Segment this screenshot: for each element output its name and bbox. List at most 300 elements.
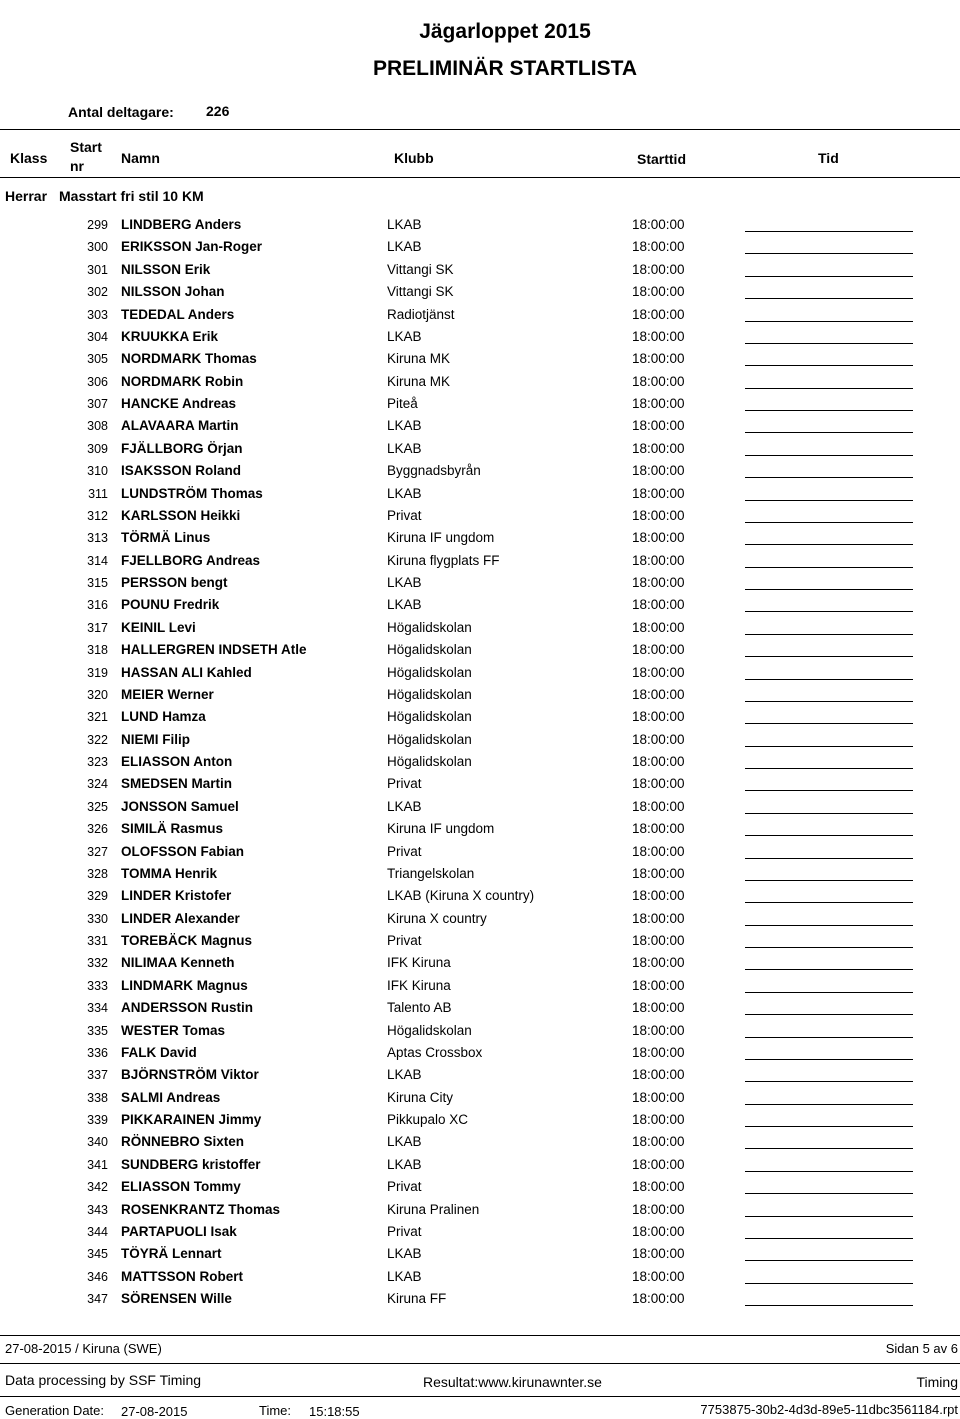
club-name: Aptas Crossbox: [387, 1044, 483, 1060]
start-time: 18:00:00: [632, 239, 685, 255]
start-time: 18:00:00: [632, 933, 685, 948]
table-row: [0, 1063, 960, 1085]
result-time-blank-line: [745, 1283, 913, 1284]
result-time-blank-line: [745, 1260, 913, 1261]
table-row: [0, 437, 960, 459]
table-row: [0, 750, 960, 772]
table-row: [0, 303, 960, 325]
table-row: [0, 951, 960, 973]
start-number: 321: [87, 710, 108, 725]
table-row: [0, 638, 960, 660]
club-name: LKAB: [387, 1134, 422, 1150]
start-number: 326: [87, 822, 108, 837]
start-time: 18:00:00: [632, 328, 685, 344]
footer-time-label: Time:: [259, 1403, 292, 1418]
result-time-blank-line: [745, 768, 913, 769]
result-time-blank-line: [745, 611, 913, 612]
start-number: 302: [87, 285, 108, 300]
start-number: 330: [87, 911, 108, 926]
start-number: 331: [87, 934, 108, 948]
club-name: Radiotjänst: [387, 306, 455, 322]
start-number: 329: [87, 889, 108, 904]
table-row: [0, 571, 960, 593]
table-row: [0, 482, 960, 504]
athlete-name: LINDBERG Anders: [121, 217, 242, 232]
athlete-name: FALK David: [121, 1044, 197, 1060]
table-row: [0, 325, 960, 347]
club-name: LKAB: [387, 1156, 422, 1172]
start-time: 18:00:00: [632, 396, 685, 411]
start-time: 18:00:00: [632, 843, 685, 859]
result-time-blank-line: [745, 1081, 913, 1082]
start-time: 18:00:00: [632, 217, 685, 232]
table-row: [0, 1153, 960, 1175]
start-number: 313: [87, 531, 108, 546]
group-name: Masstart fri stil 10 KM: [59, 188, 204, 204]
club-name: Piteå: [387, 396, 418, 411]
result-time-blank-line: [745, 925, 913, 926]
result-time-blank-line: [745, 298, 913, 299]
athlete-name: MATTSSON Robert: [121, 1268, 243, 1284]
footer-rule-top: [0, 1335, 960, 1336]
start-number: 319: [87, 665, 108, 680]
club-name: LKAB: [387, 217, 422, 232]
start-number: 346: [87, 1269, 108, 1284]
athlete-name: JONSSON Samuel: [121, 798, 239, 814]
athlete-name: PERSSON bengt: [121, 575, 228, 590]
athlete-name: HASSAN ALI Kahled: [121, 664, 252, 680]
club-name: Byggnadsbyrån: [387, 463, 481, 479]
start-time: 18:00:00: [632, 1000, 685, 1016]
result-time-blank-line: [745, 365, 913, 366]
table-row: [0, 1108, 960, 1130]
athlete-name: TÖRMÄ Linus: [121, 530, 211, 546]
club-name: Privat: [387, 1223, 422, 1239]
start-time: 18:00:00: [632, 754, 685, 769]
footer-timing: Timing: [916, 1374, 958, 1390]
table-row: [0, 1019, 960, 1041]
athlete-name: NILSSON Erik: [121, 261, 211, 277]
club-name: LKAB: [387, 597, 422, 613]
athlete-name: ERIKSSON Jan-Roger: [121, 239, 263, 255]
start-list: [0, 213, 960, 1309]
result-time-blank-line: [745, 1014, 913, 1015]
club-name: IFK Kiruna: [387, 955, 451, 971]
start-time: 18:00:00: [632, 709, 685, 725]
athlete-name: LINDMARK Magnus: [121, 977, 248, 993]
athlete-name: PARTAPUOLI Isak: [121, 1223, 237, 1239]
club-name: Högalidskolan: [387, 686, 472, 702]
start-time: 18:00:00: [632, 552, 685, 568]
athlete-name: RÖNNEBRO Sixten: [121, 1134, 245, 1150]
athlete-name: FJELLBORG Andreas: [121, 552, 261, 568]
club-name: Kiruna MK: [387, 373, 451, 389]
start-number: 347: [87, 1292, 108, 1306]
start-time: 18:00:00: [632, 1291, 685, 1306]
result-time-blank-line: [745, 902, 913, 903]
start-number: 300: [87, 240, 108, 255]
table-row: [0, 1220, 960, 1242]
result-time-blank-line: [745, 1126, 913, 1127]
table-row: [0, 347, 960, 369]
athlete-name: NILIMAA Kenneth: [121, 955, 235, 971]
table-row: [0, 907, 960, 929]
start-number: 324: [87, 777, 108, 792]
participants-value: 226: [206, 103, 230, 119]
club-name: Kiruna FF: [387, 1291, 447, 1306]
table-row: [0, 1130, 960, 1152]
club-name: Högalidskolan: [387, 642, 472, 658]
club-name: LKAB: [387, 575, 422, 590]
result-time-blank-line: [745, 1238, 913, 1239]
result-time-blank-line: [745, 947, 913, 948]
footer-time-value: 15:18:55: [309, 1404, 360, 1419]
result-time-blank-line: [745, 522, 913, 523]
athlete-name: KRUUKKA Erik: [121, 328, 219, 344]
page-subtitle: PRELIMINÄR STARTLISTA: [372, 57, 638, 80]
start-time: 18:00:00: [632, 351, 685, 367]
footer-generation-label: Generation Date:: [5, 1403, 105, 1418]
club-name: LKAB: [387, 485, 422, 501]
table-row: [0, 616, 960, 638]
result-time-blank-line: [745, 276, 913, 277]
footer-report-id: 7753875-30b2-4d3d-89e5-11dbc3561184.rpt: [700, 1402, 958, 1417]
start-time: 18:00:00: [632, 1223, 685, 1239]
athlete-name: WESTER Tomas: [121, 1022, 226, 1038]
result-time-blank-line: [745, 1193, 913, 1194]
result-time-blank-line: [745, 634, 913, 635]
header-rule-top: [0, 129, 960, 130]
table-row: [0, 661, 960, 683]
table-row: [0, 549, 960, 571]
start-time: 18:00:00: [632, 821, 685, 837]
start-number: 325: [87, 799, 108, 814]
athlete-name: TÖYRÄ Lennart: [121, 1246, 222, 1262]
result-time-blank-line: [745, 455, 913, 456]
club-name: Privat: [387, 776, 422, 792]
start-time: 18:00:00: [632, 1246, 685, 1262]
start-time: 18:00:00: [632, 798, 685, 814]
start-number: 311: [88, 486, 108, 501]
club-name: Triangelskolan: [387, 865, 475, 881]
club-name: Kiruna flygplats FF: [387, 552, 500, 568]
start-number: 335: [87, 1023, 108, 1038]
table-row: [0, 213, 960, 235]
column-header-klass: Klass: [10, 150, 48, 166]
table-row: [0, 504, 960, 526]
club-name: Högalidskolan: [387, 709, 472, 725]
athlete-name: POUNU Fredrik: [121, 597, 220, 613]
athlete-name: LUNDSTRÖM Thomas: [121, 485, 263, 501]
start-time: 18:00:00: [632, 418, 685, 434]
athlete-name: TOMMA Henrik: [121, 865, 218, 881]
athlete-name: BJÖRNSTRÖM Viktor: [121, 1067, 259, 1083]
club-name: Kiruna City: [387, 1089, 454, 1105]
start-time: 18:00:00: [632, 261, 685, 277]
result-time-blank-line: [745, 723, 913, 724]
result-time-blank-line: [745, 813, 913, 814]
column-header-start-line2: nr: [70, 158, 84, 174]
result-time-blank-line: [745, 343, 913, 344]
athlete-name: KEINIL Levi: [121, 619, 196, 635]
athlete-name: ANDERSSON Rustin: [121, 1000, 254, 1016]
start-time: 18:00:00: [632, 686, 685, 702]
result-time-blank-line: [745, 679, 913, 680]
start-time: 18:00:00: [632, 776, 685, 792]
start-time: 18:00:00: [632, 1201, 685, 1217]
result-time-blank-line: [745, 992, 913, 993]
athlete-name: SMEDSEN Martin: [121, 776, 233, 792]
club-name: Kiruna Pralinen: [387, 1201, 480, 1217]
start-time: 18:00:00: [632, 575, 685, 590]
athlete-name: ALAVAARA Martin: [121, 418, 239, 434]
start-time: 18:00:00: [632, 664, 685, 680]
column-header-starttid: Starttid: [637, 151, 686, 167]
start-number: 301: [87, 262, 108, 277]
start-number: 304: [87, 329, 108, 344]
start-number: 327: [87, 844, 108, 859]
start-time: 18:00:00: [632, 1044, 685, 1060]
start-number: 306: [87, 374, 108, 389]
column-header-start-line1: Start: [70, 139, 102, 155]
start-time: 18:00:00: [632, 1179, 685, 1195]
start-number: 303: [87, 307, 108, 322]
athlete-name: SIMILÄ Rasmus: [121, 821, 224, 837]
athlete-name: TOREBÄCK Magnus: [121, 933, 253, 948]
start-number: 340: [87, 1135, 108, 1150]
table-row: [0, 370, 960, 392]
result-time-blank-line: [745, 1059, 913, 1060]
footer-rule-bottom: [0, 1396, 960, 1397]
athlete-name: LINDER Kristofer: [121, 888, 232, 904]
result-time-blank-line: [745, 231, 913, 232]
athlete-name: ELIASSON Anton: [121, 754, 233, 769]
start-number: 332: [87, 956, 108, 971]
athlete-name: MEIER Werner: [121, 686, 214, 702]
club-name: LKAB: [387, 418, 422, 434]
column-header-tid: Tid: [818, 150, 839, 166]
start-number: 336: [87, 1045, 108, 1060]
start-number: 320: [87, 687, 108, 702]
start-number: 328: [87, 866, 108, 881]
start-time: 18:00:00: [632, 1022, 685, 1038]
start-number: 334: [87, 1001, 108, 1016]
start-number: 338: [87, 1090, 108, 1105]
club-name: IFK Kiruna: [387, 977, 451, 993]
result-time-blank-line: [745, 746, 913, 747]
club-name: Kiruna IF ungdom: [387, 821, 495, 837]
athlete-name: PIKKARAINEN Jimmy: [121, 1112, 262, 1127]
table-row: [0, 817, 960, 839]
result-time-blank-line: [745, 477, 913, 478]
result-time-blank-line: [745, 544, 913, 545]
page-title: Jägarloppet 2015: [419, 20, 591, 43]
start-number: 339: [87, 1113, 108, 1127]
club-name: Högalidskolan: [387, 619, 472, 635]
start-time: 18:00:00: [632, 1134, 685, 1150]
start-time: 18:00:00: [632, 1067, 685, 1083]
result-time-blank-line: [745, 835, 913, 836]
start-time: 18:00:00: [632, 888, 685, 904]
club-name: LKAB: [387, 1067, 422, 1083]
table-row: [0, 884, 960, 906]
club-name: LKAB (Kiruna X country): [387, 888, 535, 904]
start-time: 18:00:00: [632, 597, 685, 613]
table-row: [0, 258, 960, 280]
start-number: 344: [87, 1224, 108, 1239]
club-name: Högalidskolan: [387, 731, 472, 747]
footer-results-link[interactable]: Resultat:www.kirunawnter.se: [423, 1374, 602, 1390]
table-row: [0, 235, 960, 257]
athlete-name: HANCKE Andreas: [121, 396, 237, 411]
start-time: 18:00:00: [632, 910, 685, 926]
athlete-name: ROSENKRANTZ Thomas: [121, 1201, 281, 1217]
participants-label: Antal deltagare:: [68, 104, 174, 120]
club-name: Kiruna X country: [387, 910, 487, 926]
table-row: [0, 526, 960, 548]
athlete-name: KARLSSON Heikki: [121, 507, 241, 523]
result-time-blank-line: [745, 589, 913, 590]
athlete-name: SALMI Andreas: [121, 1089, 221, 1105]
club-name: Pikkupalo XC: [387, 1112, 469, 1127]
start-time: 18:00:00: [632, 642, 685, 658]
start-number: 322: [87, 732, 108, 747]
column-header-namn: Namn: [121, 150, 160, 166]
table-row: [0, 280, 960, 302]
result-time-blank-line: [745, 1305, 913, 1306]
athlete-name: ISAKSSON Roland: [121, 463, 242, 479]
start-number: 345: [87, 1247, 108, 1262]
column-header-klubb: Klubb: [394, 150, 434, 166]
athlete-name: ELIASSON Tommy: [121, 1179, 241, 1195]
start-number: 318: [87, 643, 108, 658]
result-time-blank-line: [745, 1148, 913, 1149]
table-row: [0, 1041, 960, 1063]
table-row: [0, 772, 960, 794]
club-name: LKAB: [387, 239, 422, 255]
athlete-name: NORDMARK Thomas: [121, 351, 257, 367]
footer-page: Sidan 5 av 6: [885, 1341, 958, 1356]
start-number: 310: [87, 464, 108, 479]
start-number: 314: [87, 553, 108, 568]
result-time-blank-line: [745, 701, 913, 702]
result-time-blank-line: [745, 1216, 913, 1217]
start-number: 342: [87, 1180, 108, 1195]
result-time-blank-line: [745, 790, 913, 791]
club-name: Högalidskolan: [387, 664, 472, 680]
athlete-name: NIEMI Filip: [121, 731, 190, 747]
table-row: [0, 392, 960, 414]
athlete-name: OLOFSSON Fabian: [121, 843, 245, 859]
athlete-name: TEDEDAL Anders: [121, 306, 235, 322]
start-time: 18:00:00: [632, 1089, 685, 1105]
start-time: 18:00:00: [632, 1112, 685, 1127]
result-time-blank-line: [745, 969, 913, 970]
start-number: 316: [87, 598, 108, 613]
table-row: [0, 1265, 960, 1287]
athlete-name: SUNDBERG kristoffer: [121, 1156, 261, 1172]
start-time: 18:00:00: [632, 955, 685, 971]
result-time-blank-line: [745, 880, 913, 881]
result-time-blank-line: [745, 500, 913, 501]
athlete-name: FJÄLLBORG Örjan: [121, 440, 243, 456]
start-number: 308: [87, 419, 108, 434]
club-name: LKAB: [387, 1246, 422, 1262]
start-number: 323: [87, 755, 108, 769]
start-time: 18:00:00: [632, 1268, 685, 1284]
result-time-blank-line: [745, 432, 913, 433]
header-rule-bottom: [0, 177, 960, 178]
table-row: [0, 414, 960, 436]
table-row: [0, 862, 960, 884]
start-time: 18:00:00: [632, 619, 685, 635]
club-name: Vittangi SK: [387, 261, 454, 277]
result-time-blank-line: [745, 410, 913, 411]
start-time: 18:00:00: [632, 977, 685, 993]
start-time: 18:00:00: [632, 306, 685, 322]
athlete-name: LINDER Alexander: [121, 910, 240, 926]
club-name: Privat: [387, 933, 422, 948]
club-name: Vittangi SK: [387, 284, 454, 300]
table-row: [0, 795, 960, 817]
table-row: [0, 1175, 960, 1197]
athlete-name: HALLERGREN INDSETH Atle: [121, 642, 307, 658]
start-time: 18:00:00: [632, 463, 685, 479]
table-row: [0, 840, 960, 862]
start-time: 18:00:00: [632, 507, 685, 523]
table-row: [0, 974, 960, 996]
club-name: Talento AB: [387, 1000, 452, 1016]
start-number: 317: [87, 620, 108, 635]
footer-data-processing: Data processing by SSF Timing: [5, 1372, 202, 1388]
start-time: 18:00:00: [632, 731, 685, 747]
start-number: 343: [87, 1202, 108, 1217]
result-time-blank-line: [745, 656, 913, 657]
result-time-blank-line: [745, 321, 913, 322]
table-row: [0, 728, 960, 750]
athlete-name: NILSSON Johan: [121, 284, 225, 300]
start-time: 18:00:00: [632, 373, 685, 389]
athlete-name: SÖRENSEN Wille: [121, 1291, 232, 1306]
club-name: LKAB: [387, 440, 422, 456]
result-time-blank-line: [745, 253, 913, 254]
result-time-blank-line: [745, 1104, 913, 1105]
table-row: [0, 1086, 960, 1108]
result-time-blank-line: [745, 1037, 913, 1038]
table-row: [0, 705, 960, 727]
start-number: 305: [87, 352, 108, 367]
table-row: [0, 1242, 960, 1264]
start-number: 341: [87, 1157, 108, 1172]
start-number: 309: [87, 441, 108, 456]
result-time-blank-line: [745, 858, 913, 859]
group-klass: Herrar: [5, 188, 48, 204]
start-time: 18:00:00: [632, 530, 685, 546]
club-name: Kiruna MK: [387, 351, 451, 367]
start-number: 312: [87, 508, 108, 523]
footer-date-place: 27-08-2015 / Kiruna (SWE): [5, 1341, 162, 1356]
result-time-blank-line: [745, 1171, 913, 1172]
start-time: 18:00:00: [632, 284, 685, 300]
table-row: [0, 929, 960, 951]
start-time: 18:00:00: [632, 865, 685, 881]
result-time-blank-line: [745, 388, 913, 389]
start-time: 18:00:00: [632, 440, 685, 456]
start-number: 333: [87, 978, 108, 993]
table-row: [0, 593, 960, 615]
club-name: Privat: [387, 1179, 422, 1195]
table-row: [0, 996, 960, 1018]
